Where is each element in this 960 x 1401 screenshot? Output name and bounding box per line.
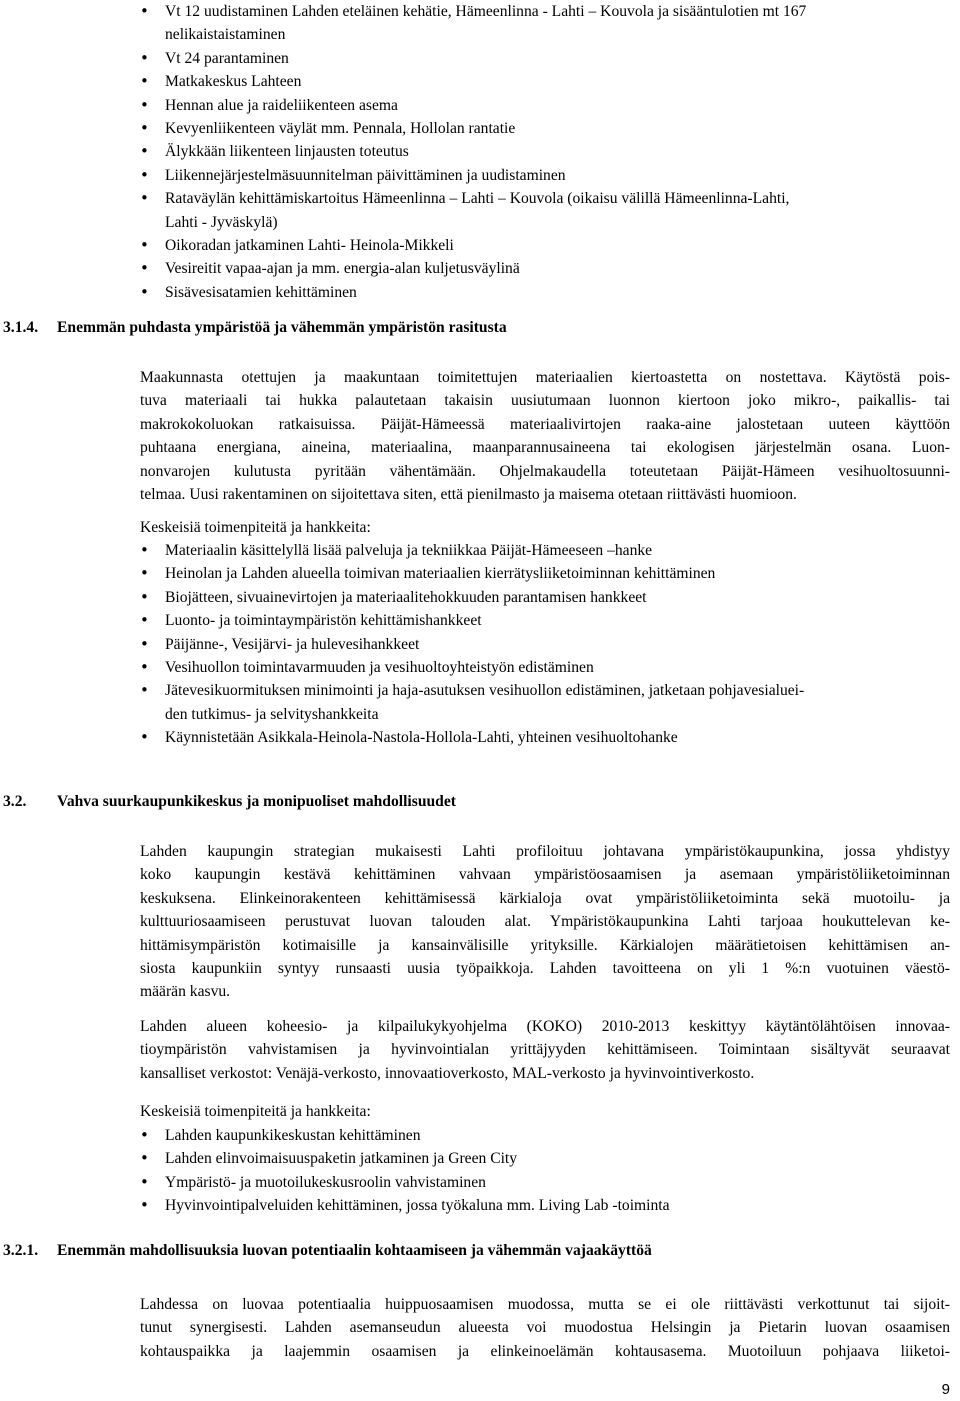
section-number: 3.1.4. [3,319,39,336]
list-item-text-continued: Lahti - Jyväskylä) [165,213,278,231]
section-paragraph [140,840,950,1004]
list-item-text: Biojätteen, sivuainevirtojen ja materiaalitehokkuuden parantamisen hankkeet [165,588,647,606]
paragraph-line: määrän kasvu. [140,983,231,1001]
list-item-text: Käynnistetään Asikkala-Heinola-Nastola-Hollola-Lahti, yhteinen vesihuoltohanke [165,729,678,747]
list-item-text: Vesireitit vapaa-ajan ja mm. energia-alan kuljetusväylinä [165,260,520,278]
list-item [0,281,960,304]
list-item-text: Heinolan ja Lahden alueella toimivan materiaalien kierrätysliiketoiminnan kehittäminen [165,565,716,583]
list-item [0,1171,960,1194]
list-item-text: Liikennejärjestelmäsuunnitelman päivittäminen ja uudistaminen [165,166,566,184]
list-item [0,726,960,749]
paragraph-line: makrokokoluokan ratkaisuissa. Päijät-Hämeessä materiaalivirtojen raaka-aine jalostetaan uuteen käyttöön [140,415,950,433]
list-item [0,562,960,585]
paragraph-line: Lahden alueen koheesio- ja kilpailukykyohjelma (KOKO) 2010-2013 keskittyy käytäntölähtöisen innovaa- [140,1018,950,1035]
paragraph-line: nonvarojen kulutusta pyritään vähentämään. Ohjelmakaudella toteutetaan Päijät-Hämeen vesihuoltosuunni- [140,462,950,480]
list-item [0,234,960,257]
list-item [0,0,960,47]
paragraph-line: koko kaupungin kestävä kehittäminen vahvaan ympäristöosaamisen ja asemaan ympäristöliiketoiminnan [140,866,950,884]
list-item [0,539,960,562]
list-item [0,633,960,656]
paragraph-line: kulttuuriosaamiseen perustuvat luovan talouden alat. Ympäristökaupunkina Lahti tarjoaa houkuttelevan ke- [140,913,950,931]
section-paragraph [140,366,950,506]
list-item-text: Lahden kaupunkikeskustan kehittäminen [165,1127,421,1144]
paragraph-line: tuva materiaali tai hukka palautetaan takaisin uusiutumaan luonnon kiertoon joko mikro-, paikallis- tai [140,392,950,410]
paragraph-line: Maakunnasta otettujen ja maakuntaan toimitettujen materiaalien kiertoastetta on nostettava. Käytöstä pois- [140,369,950,386]
list-item [0,187,960,234]
list-item-text: Jätevesikuormituksen minimointi ja haja-asutuksen vesihuollon edistäminen, jatketaan pohjavesialuei- [165,682,805,700]
list-item-text: Oikoradan jatkaminen Lahti- Heinola-Mikkeli [165,237,454,255]
list-item-text: Ympäristö- ja muotoilukeskusroolin vahvistaminen [165,1173,486,1191]
list-item [0,1194,960,1217]
list-item-text: Hyvinvointipalveluiden kehittäminen, jossa työkaluna mm. Living Lab -toiminta [165,1197,670,1215]
paragraph-line: puhtaana energiana, aineina, materiaalina, maanparannusaineena tai ekologisen järjestelmän osana. Luon- [140,439,950,457]
paragraph-line: Lahdessa on luovaa potentiaalia huippuosaamisen muodossa, mutta se ei ole riittävästi verkottunut tai sijoit- [140,1296,950,1313]
section-title: Enemmän mahdollisuuksia luovan potentiaalin kohtaamiseen ja vähemmän vajaakäyttöä [57,1242,652,1259]
list-item [0,656,960,679]
section-title: Vahva suurkaupunkikeskus ja monipuoliset mahdollisuudet [57,793,456,810]
list-item-text: Vt 24 parantaminen [165,49,289,67]
paragraph-line: Lahden kaupungin strategian mukaisesti Lahti profiloituu johtavana ympäristökaupunkina, jossa yhdistyy [140,843,950,860]
environment-measures-list [0,539,960,750]
list-item [0,1147,960,1170]
city-measures-list [0,1124,960,1218]
list-item-text: Materiaalin käsittelyllä lisää palveluja ja tekniikkaa Päijät-Hämeeseen –hanke [165,542,653,559]
page-number: 9 [941,1381,950,1398]
list-item [0,1124,960,1147]
paragraph-line: hittämisympäristön kotimaisille ja kansainvälisille yrityksille. Kärkialojen määrätietoisen kehittämisen an- [140,936,950,954]
list-item-text: Vt 12 uudistaminen Lahden eteläinen kehätie, Hämeenlinna - Lahti – Kouvola ja sisääntulotien mt 167 [165,3,807,20]
list-item [0,586,960,609]
list-item [0,140,960,163]
paragraph-line: kohtauspaikka ja laajemmin osaamisen ja elinkeinoelämän kohtausasema. Muotoiluun pohjaava liiketoi- [140,1342,950,1360]
list-item [0,117,960,140]
paragraph-line: keskuksena. Elinkeinorakenteen kehittämisessä kärkialoja ovat ympäristöliiketoiminta sekä muotoilu- ja [140,889,950,907]
list-item-text: Päijänne-, Vesijärvi- ja hulevesihankkeet [165,635,420,653]
paragraph-line: tunut synergisesti. Lahden asemanseudun alueesta voi muodostua Helsingin ja Pietarin luovan osaamisen [140,1319,950,1337]
paragraph-line: kansalliset verkostot: Venäjä-verkosto, innovaatioverkosto, MAL-verkosto ja hyvinvointiverkosto. [140,1064,755,1082]
list-item [0,679,960,726]
section-paragraph [140,1015,950,1085]
paragraph-line: siosta kaupunkiin syntyy runsaasti uusia työpaikkoja. Lahden tavoitteena on yli 1 %:n vuotuinen väestö- [140,960,950,978]
section-paragraph [140,1293,950,1363]
list-item-text: Vesihuollon toimintavarmuuden ja vesihuoltoyhteistyön edistäminen [165,659,594,677]
measures-label: Keskeisiä toimenpiteitä ja hankkeita: [140,1103,371,1120]
list-item [0,609,960,632]
section-number: 3.2. [3,793,27,810]
measures-label: Keskeisiä toimenpiteitä ja hankkeita: [140,519,371,536]
list-item-text: Lahden elinvoimaisuuspaketin jatkaminen ja Green City [165,1150,518,1168]
list-item-text: Hennan alue ja raideliikenteen asema [165,96,398,114]
list-item [0,164,960,187]
list-item [0,70,960,93]
list-item-text-continued: nelikaistaistaminen [165,26,286,44]
paragraph-line: telmaa. Uusi rakentaminen on sijoitettava siten, että pienilmasto ja maisema otetaan riittävästi huomioon. [140,486,797,504]
list-item-text: Sisävesisatamien kehittäminen [165,283,357,301]
list-item-text: Matkakeskus Lahteen [165,73,302,91]
list-item-text: Älykkään liikenteen linjausten toteutus [165,143,409,161]
list-item [0,47,960,70]
section-number: 3.2.1. [3,1242,39,1259]
paragraph-line: tioympäristön vahvistamisen ja hyvinvointialan yrittäjyyden kehittämiseen. Toimintaan sisältyvät seuraavat [140,1041,950,1059]
list-item [0,94,960,117]
transport-projects-list [0,0,960,304]
list-item-text: Luonto- ja toimintaympäristön kehittämishankkeet [165,612,482,630]
list-item [0,257,960,280]
list-item-text-continued: den tutkimus- ja selvityshankkeita [165,705,379,723]
list-item-text: Kevyenliikenteen väylät mm. Pennala, Hollolan rantatie [165,120,516,138]
list-item-text: Rataväylän kehittämiskartoitus Hämeenlinna – Lahti – Kouvola (oikaisu välillä Hämeenlinna-Lahti, [165,190,790,208]
section-title: Enemmän puhdasta ympäristöä ja vähemmän ympäristön rasitusta [57,319,507,336]
